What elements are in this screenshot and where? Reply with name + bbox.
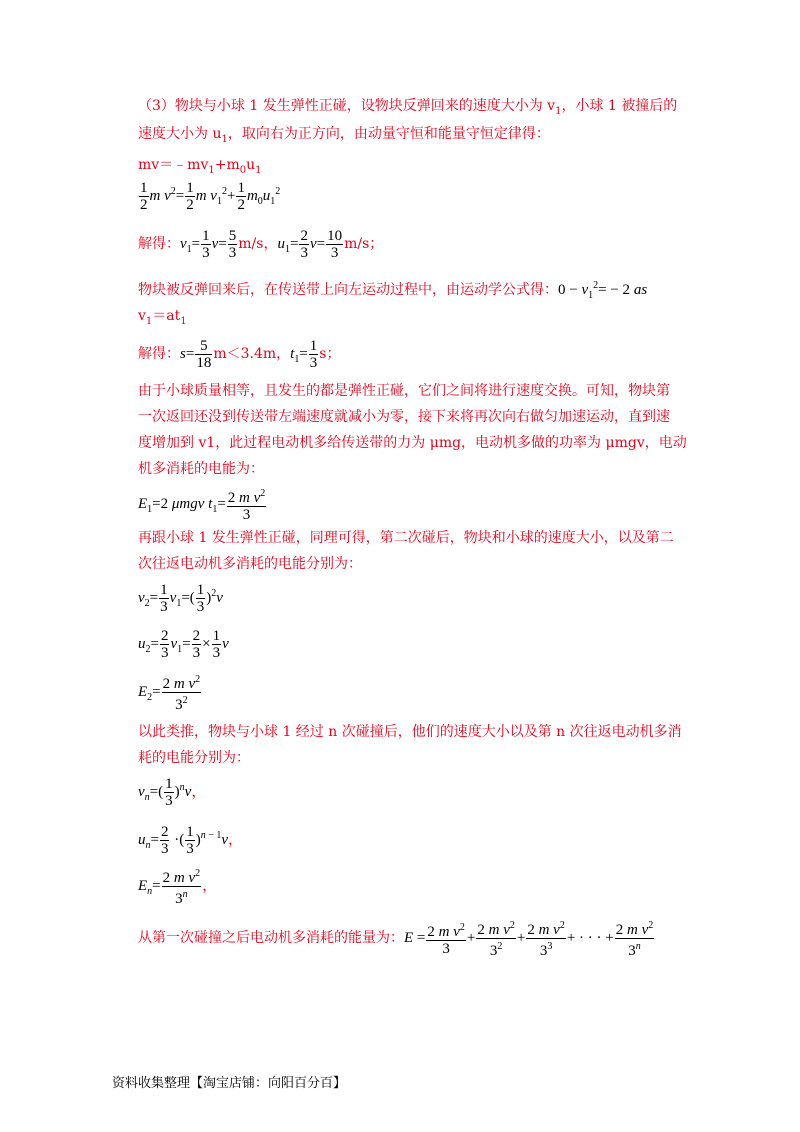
exchange-line-2: 一次返回还没到传送带左端速度就减小为零，接下来将再次向右做匀加速运动，直到速 [138, 409, 670, 425]
en-equation: $E_n=$ $\frac{2 m v^2}{3^n}$ ， [138, 868, 218, 907]
exchange-line-3: 度增加到 v1，此过程电动机多给传送带的力为 μmg，电动机多做的功率为 μmgv，电动 [138, 435, 687, 451]
solve-velocities: 解得：$v_1=$ $\frac{1}{3}$ v= $\frac{5}{3}$ m/s，$u_1=$ $\frac{2}{3}$ v= $\frac{10}{3}$ m/s； [138, 228, 384, 261]
v2-equation: $v_2=$ $\frac{1}{3}$ $v_1=$( $\frac{1}{3}$ )$^2$v [138, 582, 223, 615]
u2-equation: $u_2=$ $\frac{2}{3}$ $v_1=$ $\frac{2}{3}$ × $\frac{1}{3}$ v [138, 628, 229, 661]
second-collision-line-2: 次往返电动机多消耗的电能分别为： [138, 556, 362, 572]
total-energy-line: 从第一次碰撞之后电动机多消耗的能量为：E = $\frac{2 m v^2}{3}$ + $\frac{2 m v^2}{3^2}$ + $\frac{2 m v^2}{3^3}$ + · · · + $\frac{2 m v^2}{3^n}$ [138, 920, 654, 959]
e1-equation: $E_1=2$ μmgv $t_1=$ $\frac{2 m v^2}{3}$ [138, 488, 266, 523]
footer-watermark: 资料收集整理【淘宝店铺：向阳百分百】 [112, 1076, 347, 1091]
exchange-line-4: 机多消耗的电能为： [138, 461, 264, 477]
intro-line-1: （3）物块与小球 1 发生弹性正碰，设物块反弹回来的速度大小为 $v_1$，小球 1 被撞后的 [138, 98, 678, 117]
second-collision-line-1: 再跟小球 1 发生弹性正碰，同理可得，第二次碰后，物块和小球的速度大小，以及第二 [138, 530, 674, 546]
intro-line-2: 速度大小为 $u_1$，取向右为正方向，由动量守恒和能量守恒定律得： [138, 126, 550, 145]
kinematics-line: 物块被反弹回来后，在传送带上向左运动过程中，由运动学公式得：$0 - v_1^2= - 2$ as [138, 280, 648, 301]
nth-collision-line-2: 耗的电能分别为： [138, 750, 250, 766]
vn-equation: $v_n=$( $\frac{1}{3}$ )$^n$v， [138, 776, 207, 809]
momentum-equation: $mv=﹣mv_1+m_0u_1$ [138, 157, 262, 176]
energy-equation: $\frac{1}{2}$ m $v^2=$ $\frac{1}{2}$ m $v_1^2+$ $\frac{1}{2}$ $m_0u_1^2$ [140, 180, 281, 213]
v1-equation: $v_1=at_1$ [138, 308, 187, 327]
solve-distance-time: 解得：s= $\frac{5}{18}$ m＜3.4m，$t_1=$ $\frac{1}{3}$ s； [138, 338, 341, 371]
exchange-line-1: 由于小球质量相等，且发生的都是弹性正碰，它们之间将进行速度交换。可知，物块第 [138, 383, 670, 399]
nth-collision-line-1: 以此类推，物块与小球 1 经过 n 次碰撞后，他们的速度大小以及第 n 次往返电动机多消 [138, 724, 682, 740]
un-equation: $u_n=$ $\frac{2}{3}$ ·( $\frac{1}{3}$ )$^{n - 1}$v， [138, 824, 244, 857]
e2-equation: $E_2=$ $\frac{2 m v^2}{3^2}$ [138, 674, 201, 713]
